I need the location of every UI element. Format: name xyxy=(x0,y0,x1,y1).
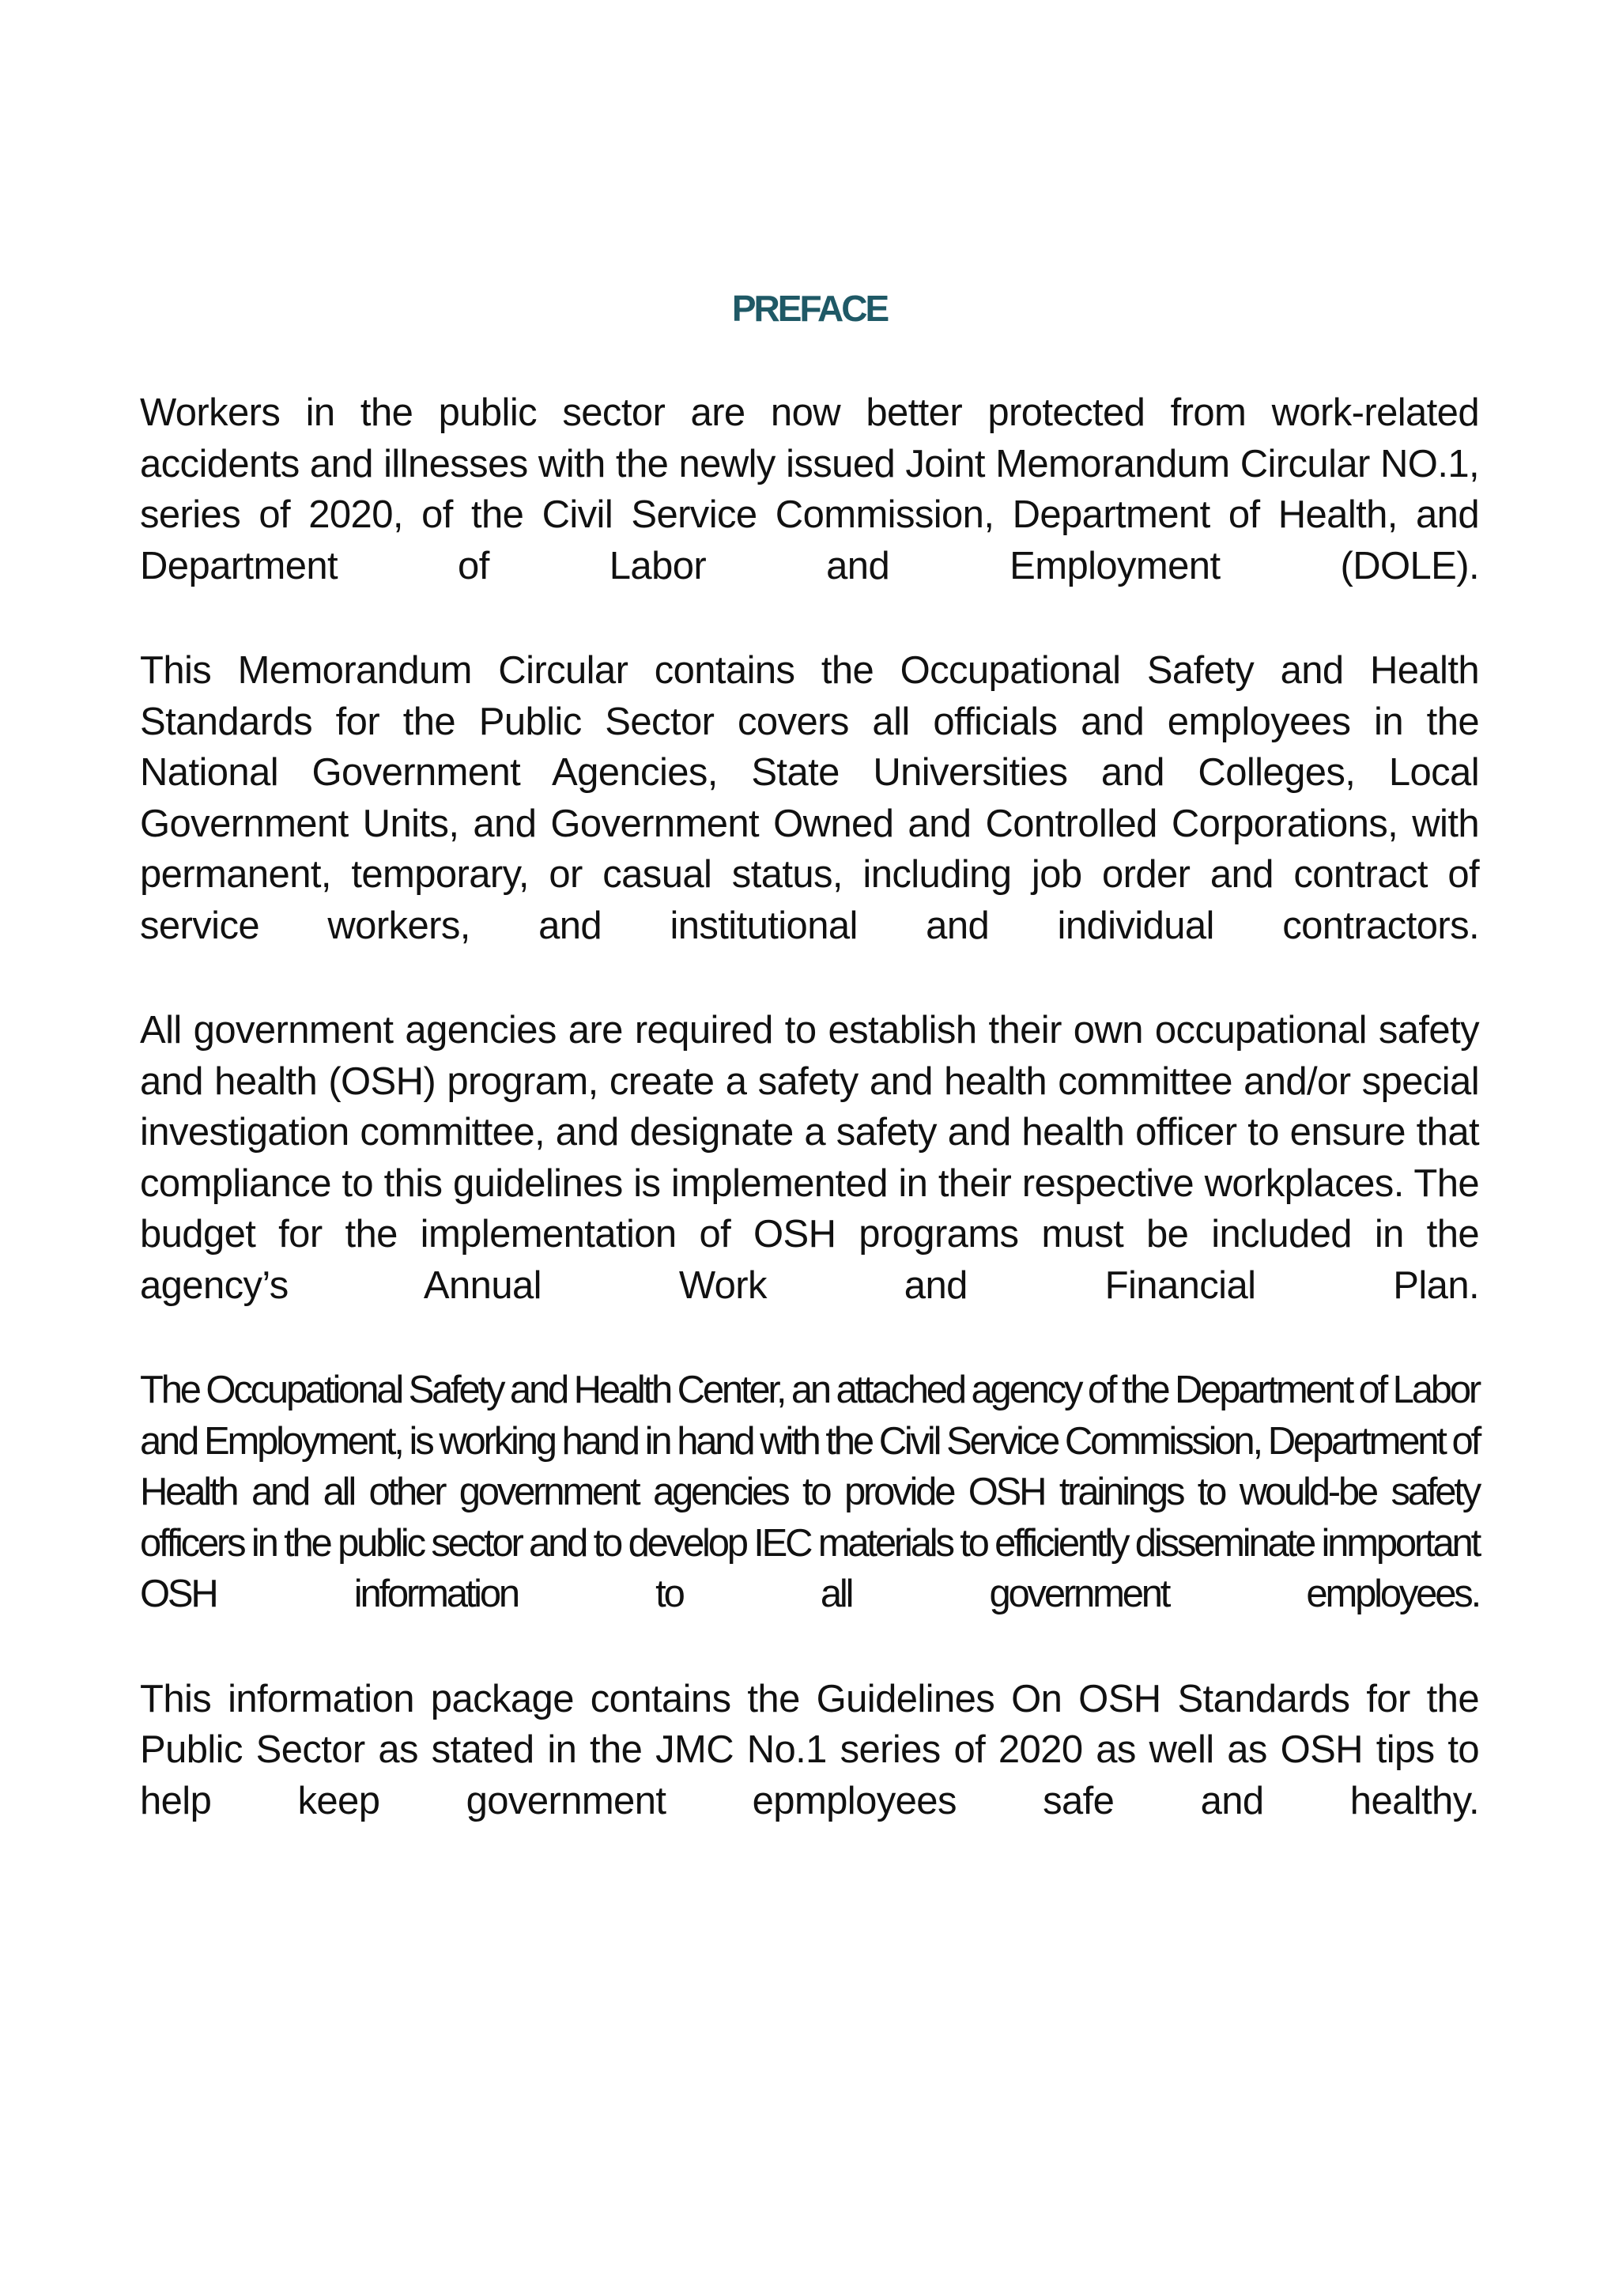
page-title: PREFACE xyxy=(731,288,888,329)
document-body xyxy=(140,387,1479,1880)
paragraph-1: Workers in the public sector are now better protected from work-related accidents and illnesses with the newly issued Joint Memorandum Circular NO.1, series of 2020, of the Civil Service Commission, Department of Health, and Department of Labor and Employment (DOLE). xyxy=(140,391,1479,587)
paragraph-5: This information package contains the Guidelines On OSH Standards for the Public Sector as stated in the JMC No.1 series of 2020 as well as OSH tips to help keep government epmployees safe and healthy. xyxy=(140,1677,1479,1822)
paragraph-4: The Occupational Safety and Health Center, an attached agency of the Department of Labor and Employment, is working hand in hand with the Civil Service Commission, Department of Health and all other government agencies to provide OSH trainings to would-be safety officers in the public sector and to develop IEC materials to efficiently disseminate inmportant OSH information to all government employees. xyxy=(140,1369,1479,1615)
paragraph-3: All government agencies are required to establish their own occupational safety and health (OSH) program, create a safety and health committee and/or special investigation committee, and designate a safety and health officer to ensure that compliance to this guidelines is implemented in their respective workplaces. The budget for the implementation of OSH programs must be included in the agency’s Annual Work and Financial Plan. xyxy=(140,1009,1479,1307)
paragraph-2: This Memorandum Circular contains the Occupational Safety and Health Standards for the Public Sector covers all officials and employees in the National Government Agencies, State Universities and Colleges, Local Government Units, and Government Owned and Controlled Corporations, with permanent, temporary, or casual status, including job order and contract of service workers, and institutional and individual contractors. xyxy=(140,649,1479,947)
